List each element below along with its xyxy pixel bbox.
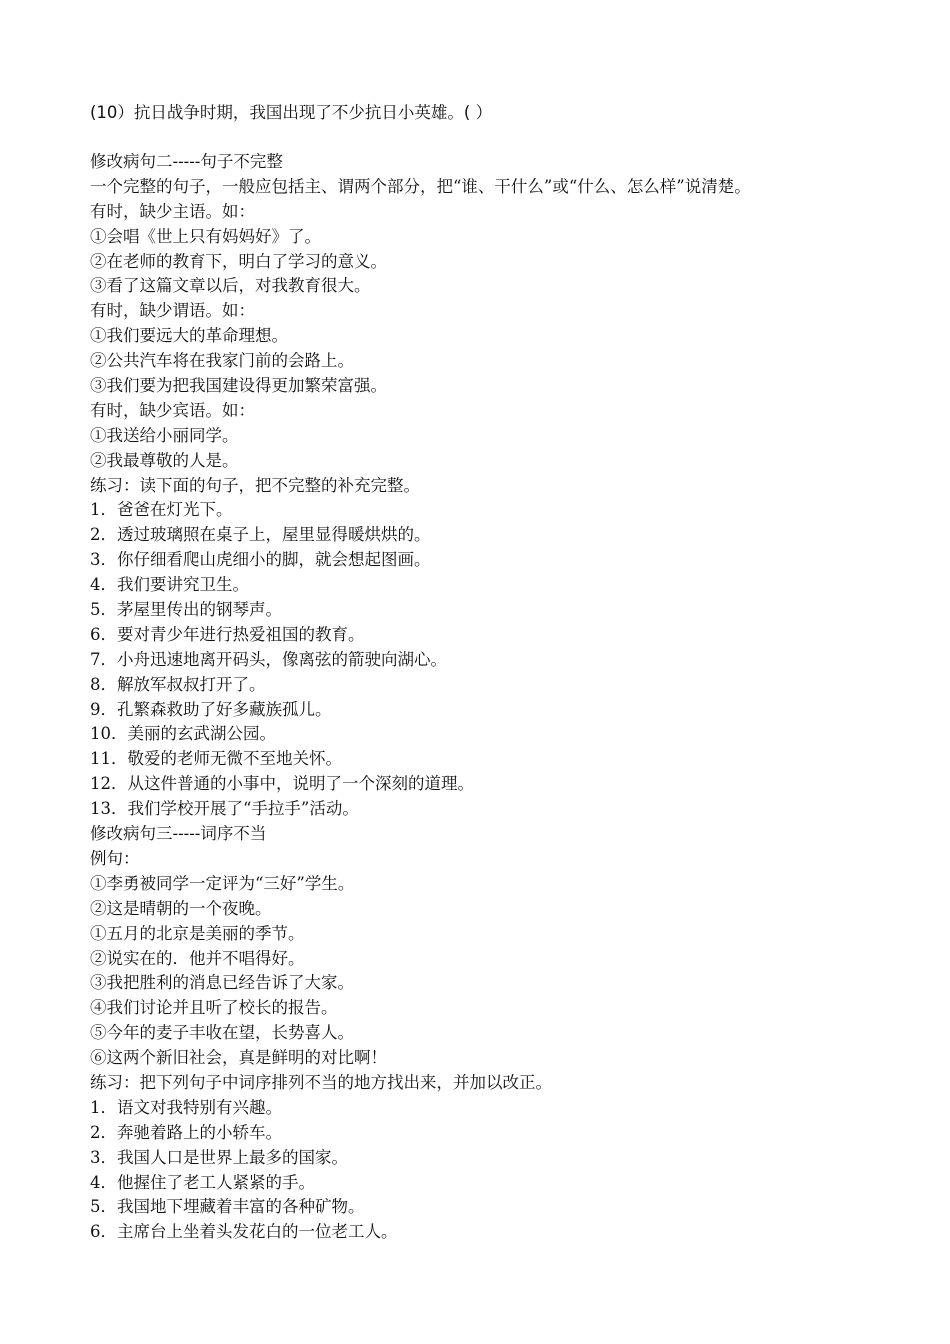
text-line: 9．孔繁森救助了好多藏族孤儿。	[90, 699, 332, 719]
question-10-line: (10）抗日战争时期，我国出现了不少抗日小英雄。( ）	[90, 103, 493, 122]
text-line: ③看了这篇文章以后，对我教育很大。	[90, 276, 371, 296]
text-line: 有时，缺少主语。如：	[90, 201, 255, 221]
text-line: 12．从这件普通的小事中，说明了一个深刻的道理。	[90, 774, 474, 794]
text-line: ①会唱《世上只有妈妈好》了。	[90, 226, 321, 246]
text-line: 3．我国人口是世界上最多的国家。	[90, 1147, 348, 1167]
text-line: 13．我们学校开展了“手拉手”活动。	[90, 799, 359, 819]
text-line: 例句：	[90, 848, 140, 868]
text-line: 1．爸爸在灯光下。	[90, 500, 233, 520]
document-body	[90, 150, 930, 1245]
text-line: 6．主席台上坐着头发花白的一位老工人。	[90, 1222, 398, 1242]
text-line: 2．奔驰着路上的小轿车。	[90, 1122, 282, 1142]
text-line: 5．茅屋里传出的钢琴声。	[90, 600, 282, 620]
text-line: 有时，缺少宾语。如：	[90, 400, 255, 420]
text-line: 修改病句二-----句子不完整	[90, 152, 283, 171]
text-line: ③我把胜利的消息已经告诉了大家。	[90, 973, 354, 993]
text-line: 6．要对青少年进行热爱祖国的教育。	[90, 624, 365, 644]
text-line: 7．小舟迅速地离开码头，像离弦的箭驶向湖心。	[90, 649, 447, 669]
text-line: ①我们要远大的革命理想。	[90, 326, 288, 346]
text-line: 4．他握住了老工人紧紧的手。	[90, 1172, 315, 1192]
text-line: 2．透过玻璃照在桌子上，屋里显得暖烘烘的。	[90, 525, 431, 545]
text-line: 3．你仔细看爬山虎细小的脚，就会想起图画。	[90, 550, 431, 570]
text-line: 有时，缺少谓语。如：	[90, 301, 255, 321]
text-line: ③我们要为把我国建设得更加繁荣富强。	[90, 376, 387, 396]
text-line: ⑥这两个新旧社会，真是鲜明的对比啊！	[90, 1048, 387, 1068]
text-line: 一个完整的句子，一般应包括主、谓两个部分，把“谁、干什么”或“什么、怎么样”说清楚。	[90, 176, 751, 196]
text-line: 修改病句三-----词序不当	[90, 824, 267, 844]
text-line: ②说实在的．他并不唱得好。	[90, 948, 305, 968]
text-line: ④我们讨论并且听了校长的报告。	[90, 998, 338, 1018]
text-line: ①我送给小丽同学。	[90, 425, 239, 445]
text-line: 8．解放军叔叔打开了。	[90, 674, 266, 694]
text-line: ②在老师的教育下，明白了学习的意义。	[90, 251, 387, 271]
text-line: ②公共汽车将在我家门前的会路上。	[90, 351, 354, 371]
text-line: ①五月的北京是美丽的季节。	[90, 923, 305, 943]
text-line: 练习：读下面的句子，把不完整的补充完整。	[90, 475, 420, 495]
text-line: ②这是晴朝的一个夜晚。	[90, 898, 272, 918]
text-line: ①李勇被同学一定评为“三好”学生。	[90, 873, 355, 893]
text-line: ②我最尊敬的人是。	[90, 450, 239, 470]
text-line: 1．语文对我特别有兴趣。	[90, 1097, 282, 1117]
text-line: 10．美丽的玄武湖公园。	[90, 724, 276, 744]
text-line: ⑤今年的麦子丰收在望，长势喜人。	[90, 1023, 354, 1043]
text-line: 5．我国地下埋藏着丰富的各种矿物。	[90, 1197, 365, 1217]
text-line: 练习：把下列句子中词序排列不当的地方找出来，并加以改正。	[90, 1072, 552, 1092]
document-page	[90, 100, 930, 1245]
text-line: 4．我们要讲究卫生。	[90, 575, 249, 595]
text-line: 11．敬爱的老师无微不至地关怀。	[90, 749, 342, 769]
